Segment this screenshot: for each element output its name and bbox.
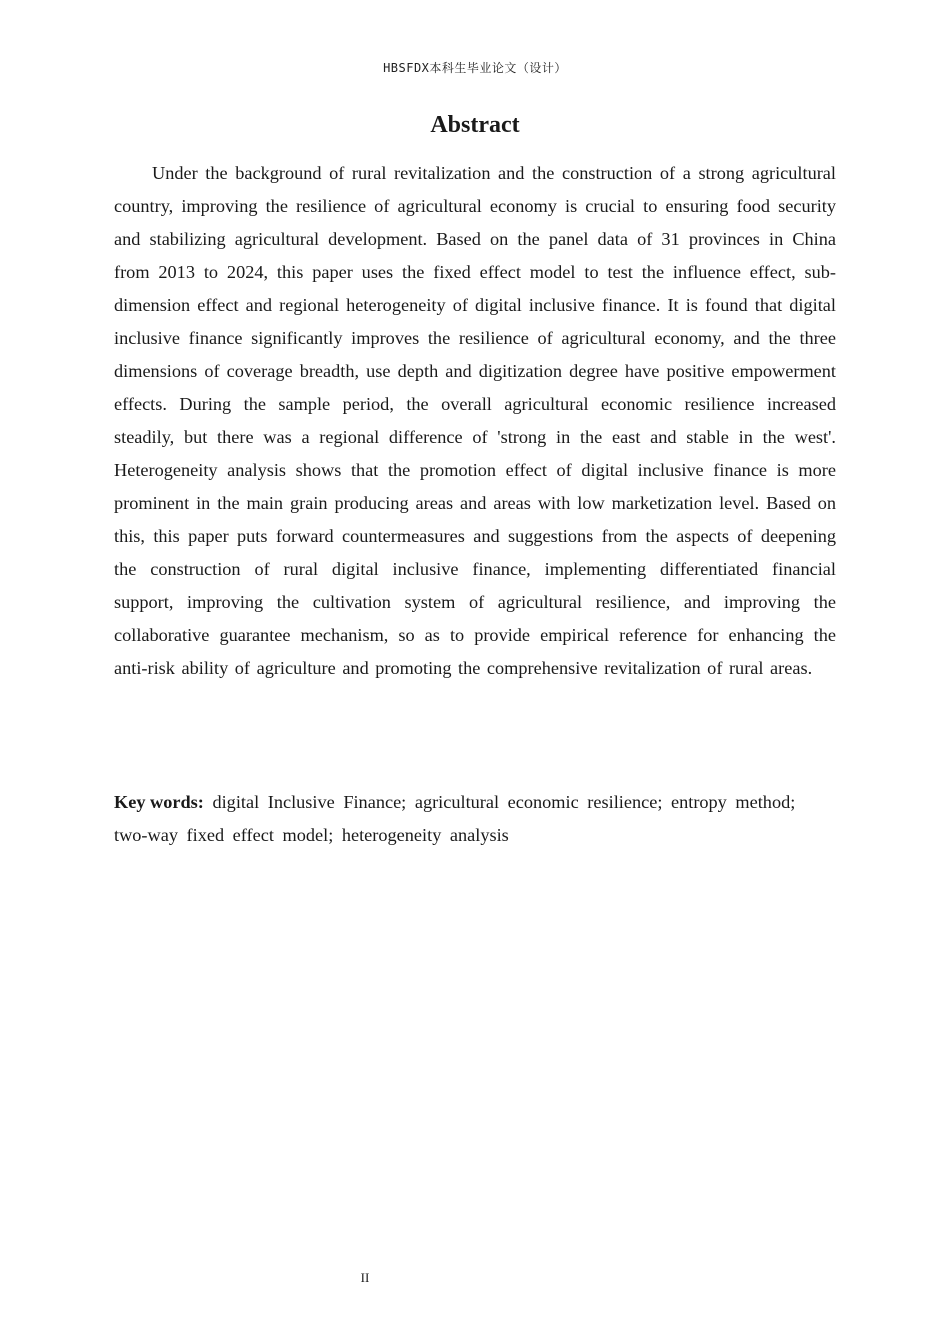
page-number: II	[360, 1270, 370, 1285]
keywords-paragraph	[114, 786, 836, 852]
abstract-body: Under the background of rural revitalization and the construction of a strong agricultural country, improving the resilience of agricultural economy is crucial to ensuring food security and stabilizing agricultural development. Based on the panel data of 31 provinces in China from 2013 to 2024, this paper uses the fixed effect model to test the influence effect, sub-dimension effect and regional heterogeneity of digital inclusive finance. It is found that digital inclusive finance significantly improves the resilience of agricultural economy, and the three dimensions of coverage breadth, use depth and digitization degree have positive empowerment effects. During the sample period, the overall agricultural economic resilience increased steadily, but there was a regional difference of 'strong in the east and stable in the west'. Heterogeneity analysis shows that the promotion effect of digital inclusive finance is more prominent in the main grain producing areas and areas with low marketization level. Based on this, this paper puts forward countermeasures and suggestions from the aspects of deepening the construction of rural digital inclusive finance, implementing differentiated financial support, improving the cultivation system of agricultural resilience, and improving the collaborative guarantee mechanism, so as to provide empirical reference for enhancing the anti-risk ability of agriculture and promoting the comprehensive revitalization of rural areas.	[114, 163, 836, 678]
page-header: HBSFDX本科生毕业论文（设计）	[383, 61, 567, 75]
keywords-text: digital Inclusive Finance; agricultural economic resilience; entropy method; two-way fixed effect model; heterogeneity analysis	[114, 792, 796, 845]
abstract-title: Abstract	[430, 112, 520, 138]
keywords-label: Key words:	[114, 792, 204, 812]
